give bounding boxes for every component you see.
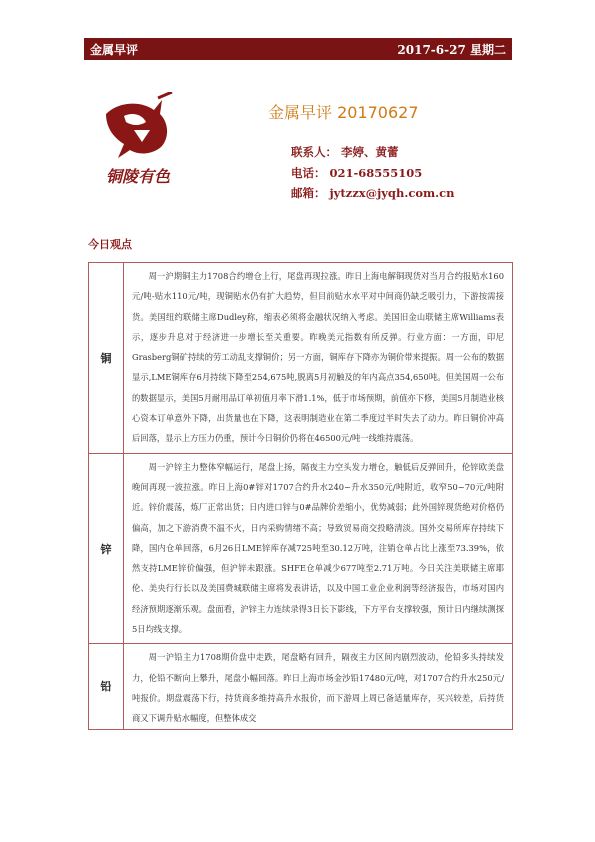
table-row xyxy=(89,263,513,454)
header-date: 2017-6-27 星期二 xyxy=(397,42,506,57)
metal-label: 铜 xyxy=(89,263,124,454)
metal-commentary: 周一沪期铜主力1708合约增仓上行，尾盘再现拉涨。昨日上海电解铜现货对当月合约报贴水160元/吨-贴水110元/吨，现铜贴水仍有扩大趋势，但目前贴水水平对中间商仍缺乏吸引力，下游按需接货。美国纽约联储主席Dudley称，缩表必须将金融状况纳入考虑。美国旧金山联储主席Williams表示，逐步升息对于经济进一步增长至关重要。昨晚美元指数有所反弹。行业方面：一方面，印尼Grasberg铜矿持续的劳工动乱支撑铜价；另一方面，铜库存下降亦为铜价带来提振。周一公布的数据显示,LME铜库存6月持续下降至254,675吨,脱离5月初触及的年内高点354,650吨。但美国周一公布的数据显示，美国5月耐用品订单初值月率下滑1.1%，低于市场预期，前值亦下修，美国5月制造业核心资本订单意外下降，出货量也在下降，这表明制造业在第二季度过半时失去了动力。昨日铜价冲高后回落，显示上方压力仍重，预计今日铜价仍将在46500元/吨一线维持震荡。 xyxy=(124,263,513,454)
metal-label: 锌 xyxy=(89,453,124,644)
metal-commentary: 周一沪锌主力整体窄幅运行，尾盘上扬，隔夜主力空头发力增仓，触低后反弹回升，伦锌欧美盘晚间再现一波拉涨。昨日上海0#锌对1707合约升水240~升水350元/吨附近，收窄50~70元/吨附近。锌价震荡，炼厂正常出货；日内进口锌与0#品牌价差缩小，优势减弱；此外国锌现货绝对价格仍偏高，加之下游消费不温不火，日内采购情绪不高；导致贸易商交投略清淡。国外交易所库存持续下降，国内仓单回落，6月26日LME锌库存减725吨至30.12万吨，注销仓单占比上涨至73.39%，依然支持LME锌价偏强，但沪锌未跟涨。SHFE仓单减少677吨至2.71万吨。今日关注美联储主席耶伦、美央行行长以及美国费城联储主席将发表讲话，以及中国工业企业利润等经济报告，市场对国内经济预期逐渐乐观。盘面看，沪锌主力连续录得3日长下影线，下方平台支撑较强，预计日内继续测探5日均线支撑。 xyxy=(124,453,513,644)
metal-label: 铅 xyxy=(89,644,124,729)
header-left-title: 金属早评 xyxy=(90,42,139,57)
email-line: 邮箱： jytzzx@jyqh.com.cn xyxy=(291,186,455,200)
report-title: 金属早评 20170627 xyxy=(268,103,419,122)
table-row xyxy=(89,453,513,644)
contacts-line: 联系人： 李婷、黄蕾 xyxy=(291,145,399,159)
logo-text: 铜陵有色 xyxy=(105,167,171,186)
metal-commentary: 周一沪铅主力1708期价盘中走跌，尾盘略有回升，隔夜主力区间内剧烈波动，伦铅多头持续发力，伦铅不断向上攀升，尾盘小幅回落。昨日上海市场金沙铅17480元/吨，对1707合约升水250元/吨报价。期盘震荡下行，持货商多维持高升水报价，而下游周上周已备适量库存，买兴较差，后持货商又下调升贴水幅度，但整体成交 xyxy=(124,644,513,729)
seal-logo-icon xyxy=(88,92,188,192)
views-table xyxy=(88,262,513,730)
table-row xyxy=(89,644,513,729)
header-band xyxy=(84,38,512,60)
phone-line: 电话： 021-68555105 xyxy=(291,166,423,180)
section-title: 今日观点 xyxy=(88,238,132,251)
